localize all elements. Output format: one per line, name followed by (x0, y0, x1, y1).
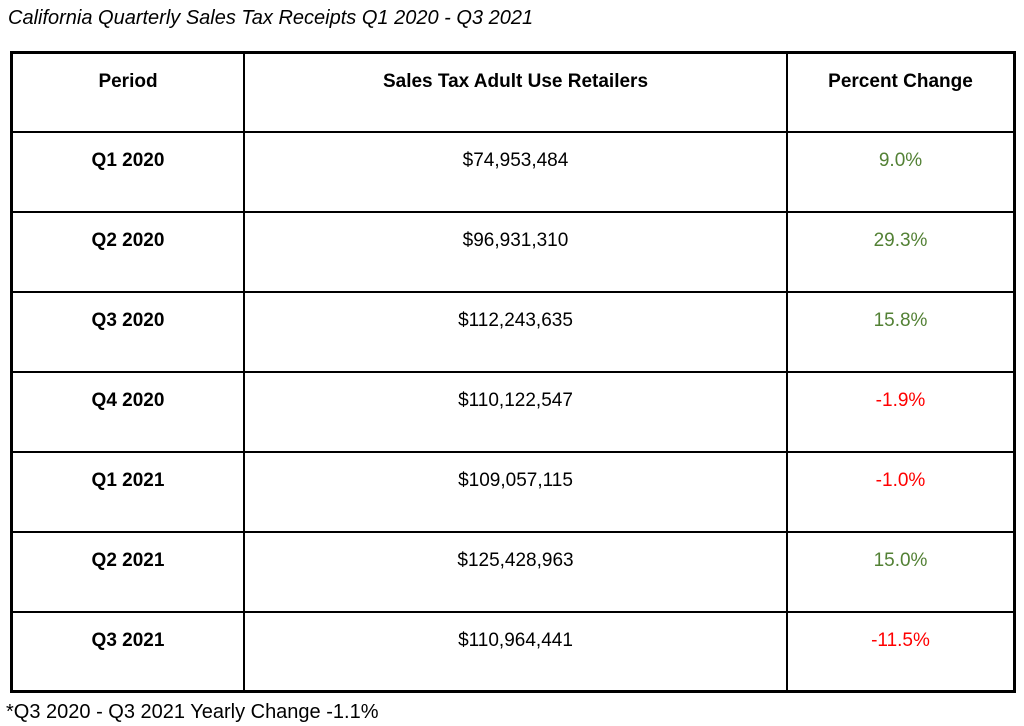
sales-cell: $110,964,441 (244, 612, 787, 690)
period-cell: Q3 2021 (13, 612, 244, 690)
sales-tax-table (13, 54, 1013, 690)
table-row (13, 132, 1013, 212)
sales-cell: $109,057,115 (244, 452, 787, 532)
sales-tax-table-container (10, 51, 1016, 693)
period-cell: Q1 2020 (13, 132, 244, 212)
sales-cell: $74,953,484 (244, 132, 787, 212)
change-cell: 15.8% (787, 292, 1013, 372)
table-row (13, 452, 1013, 532)
table-row (13, 292, 1013, 372)
header-period: Period (13, 54, 244, 132)
sales-cell: $96,931,310 (244, 212, 787, 292)
period-cell: Q1 2021 (13, 452, 244, 532)
table-header-row (13, 54, 1013, 132)
change-cell: -1.9% (787, 372, 1013, 452)
table-row (13, 532, 1013, 612)
change-cell: -1.0% (787, 452, 1013, 532)
change-cell: 15.0% (787, 532, 1013, 612)
sales-cell: $112,243,635 (244, 292, 787, 372)
document-title: California Quarterly Sales Tax Receipts Q1 2020 - Q3 2021 (8, 7, 534, 29)
period-cell: Q3 2020 (13, 292, 244, 372)
change-cell: 9.0% (787, 132, 1013, 212)
header-percent-change: Percent Change (787, 54, 1013, 132)
sales-cell: $125,428,963 (244, 532, 787, 612)
table-row (13, 372, 1013, 452)
table-row (13, 212, 1013, 292)
footnote: *Q3 2020 - Q3 2021 Yearly Change -1.1% (6, 701, 379, 723)
change-cell: 29.3% (787, 212, 1013, 292)
header-sales-tax: Sales Tax Adult Use Retailers (244, 54, 787, 132)
period-cell: Q2 2021 (13, 532, 244, 612)
period-cell: Q2 2020 (13, 212, 244, 292)
table-row (13, 612, 1013, 690)
sales-cell: $110,122,547 (244, 372, 787, 452)
period-cell: Q4 2020 (13, 372, 244, 452)
change-cell: -11.5% (787, 612, 1013, 690)
